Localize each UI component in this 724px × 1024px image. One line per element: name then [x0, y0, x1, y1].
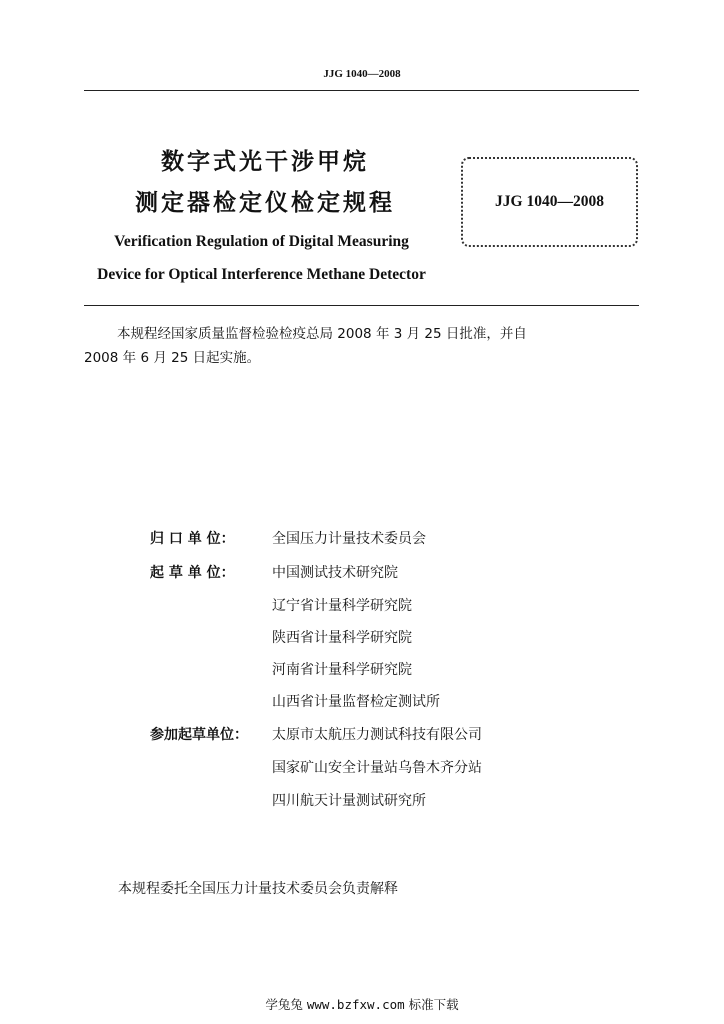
- drafting-unit: 中国测试技术研究院: [272, 565, 398, 581]
- title-cn-line2: 测定器检定仪检定规程: [135, 190, 395, 216]
- footer: [0, 995, 724, 1013]
- footer-brand: 学兔兔: [265, 997, 303, 1012]
- title-rule: [84, 305, 639, 306]
- title-en-line1: Verification Regulation of Digital Measuring: [114, 233, 409, 250]
- footer-url[interactable]: www.bzfxw.com: [306, 997, 405, 1012]
- participating-unit: 国家矿山安全计量站乌鲁木齐分站: [272, 760, 482, 776]
- header-rule: [84, 90, 639, 91]
- approval-line-1: 本规程经国家质量监督检验检疫总局 2008 年 3 月 25 日批准，并自: [117, 326, 527, 342]
- participating-unit: 太原市太航压力测试科技有限公司: [272, 727, 482, 743]
- header-code: JJG 1040—2008: [323, 68, 401, 80]
- responsible-unit-label: 归 口 单 位：: [150, 531, 235, 547]
- title-en-line2: Device for Optical Interference Methane Detector: [97, 266, 426, 283]
- participating-unit: 四川航天计量测试研究所: [272, 793, 426, 809]
- title-cn-line1: 数字式光干涉甲烷: [161, 149, 369, 175]
- standard-code-box: [461, 157, 638, 247]
- footer-tagline: 标准下载: [408, 997, 459, 1012]
- drafting-unit: 陕西省计量科学研究院: [272, 630, 412, 646]
- drafting-unit: 山西省计量监督检定测试所: [272, 694, 440, 710]
- approval-line-2: 2008 年 6 月 25 日起实施。: [84, 350, 261, 366]
- standard-code: JJG 1040—2008: [495, 193, 604, 210]
- drafting-unit-label: 起 草 单 位：: [150, 565, 235, 581]
- interpretation-note: 本规程委托全国压力计量技术委员会负责解释: [118, 881, 398, 897]
- approval-paragraph: [84, 322, 640, 370]
- drafting-unit: 河南省计量科学研究院: [272, 662, 412, 678]
- participating-unit-label: 参加起草单位：: [150, 727, 248, 743]
- drafting-unit: 辽宁省计量科学研究院: [272, 598, 412, 614]
- responsible-unit-value: 全国压力计量技术委员会: [272, 531, 426, 547]
